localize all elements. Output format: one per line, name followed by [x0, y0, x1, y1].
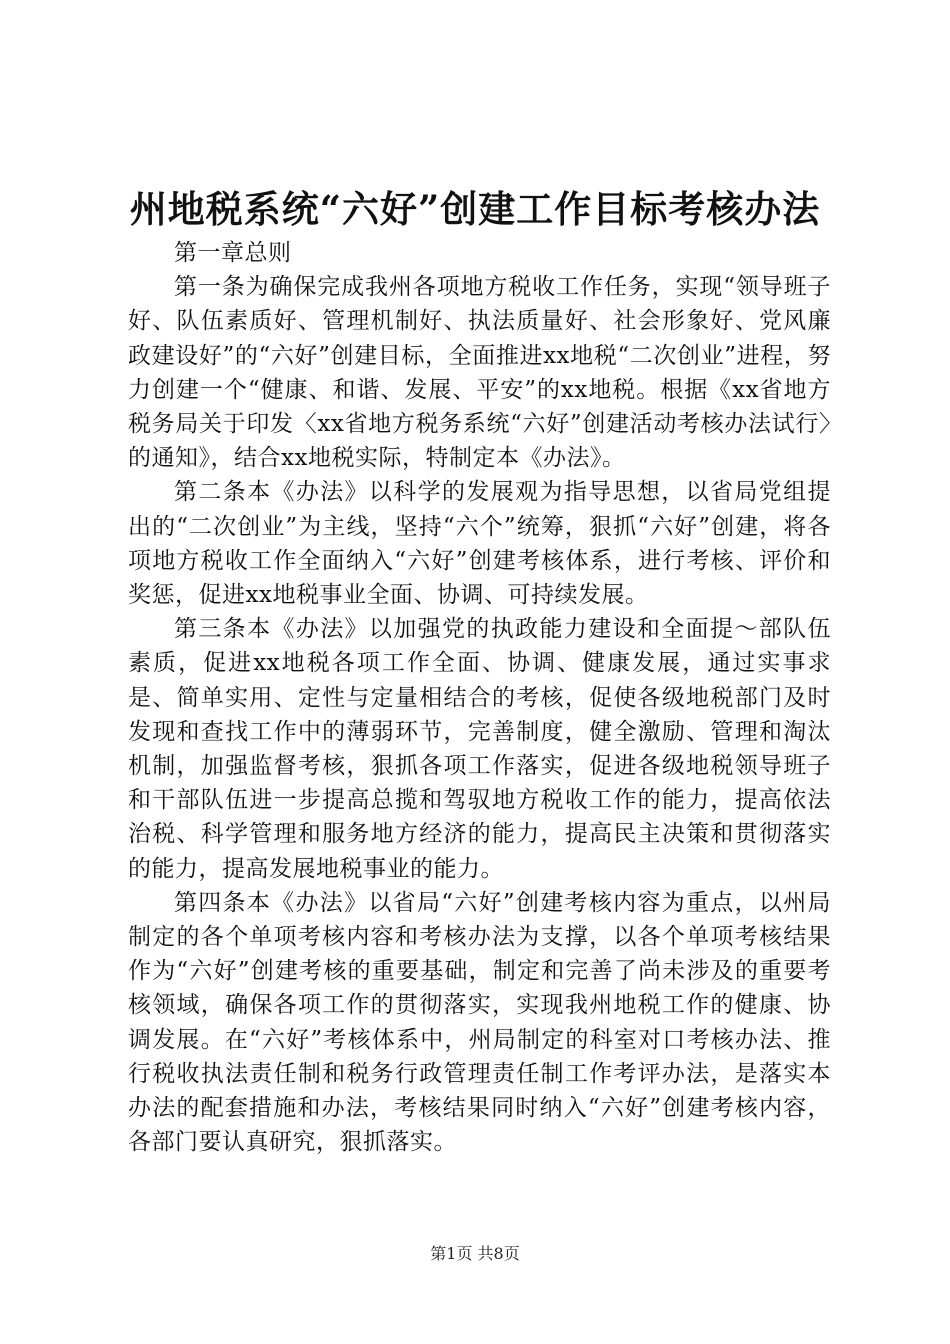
document-title: 州地税系统“六好”创建工作目标考核办法	[129, 187, 821, 231]
article-1-paragraph: 第一条为确保完成我州各项地方税收工作任务，实现“领导班子好、队伍素质好、管理机制好、执法质量好、社会形象好、党风廉政建设好”的“六好”创建目标，全面推进xx地税“二次创业”进程，努力创建一个“健康、和谐、发展、平安”的xx地税。根据《xx省地方税务局关于印发〈xx省地方税务系统“六好”创建活动考核办法试行〉的通知》，结合xx地税实际，特制定本《办法》。	[128, 274, 831, 472]
chapter-heading: 第一章总则	[174, 240, 292, 266]
document-body	[128, 236, 831, 1159]
article-3-paragraph: 第三条本《办法》以加强党的执政能力建设和全面提～部队伍素质，促进xx地税各项工作全面、协调、健康发展，通过实事求是、简单实用、定性与定量相结合的考核，促使各级地税部门及时发现和查找工作中的薄弱环节，完善制度，健全激励、管理和淘汰机制，加强监督考核，狠抓各项工作落实，促进各级地税领导班子和干部队伍进一步提高总揽和驾驭地方税收工作的能力，提高依法治税、科学管理和服务地方经济的能力，提高民主决策和贯彻落实的能力，提高发展地税事业的能力。	[128, 616, 831, 882]
article-2-paragraph: 第二条本《办法》以科学的发展观为指导思想，以省局党组提出的“二次创业”为主线，坚持“六个”统筹，狠抓“六好”创建，将各项地方税收工作全面纳入“六好”创建考核体系，进行考核、评价和奖惩，促进xx地税事业全面、协调、可持续发展。	[128, 479, 831, 609]
page-number-footer: 第1页 共8页	[430, 1244, 520, 1263]
article-4-paragraph: 第四条本《办法》以省局“六好”创建考核内容为重点，以州局制定的各个单项考核内容和考核办法为支撑，以各个单项考核结果作为“六好”创建考核的重要基础，制定和完善了尚未涉及的重要考核领域，确保各项工作的贯彻落实，实现我州地税工作的健康、协调发展。在“六好”考核体系中，州局制定的科室对口考核办法、推行税收执法责任制和税务行政管理责任制工作考评办法，是落实本办法的配套措施和办法，考核结果同时纳入“六好”创建考核内容，各部门要认真研究，狠抓落实。	[128, 889, 831, 1156]
